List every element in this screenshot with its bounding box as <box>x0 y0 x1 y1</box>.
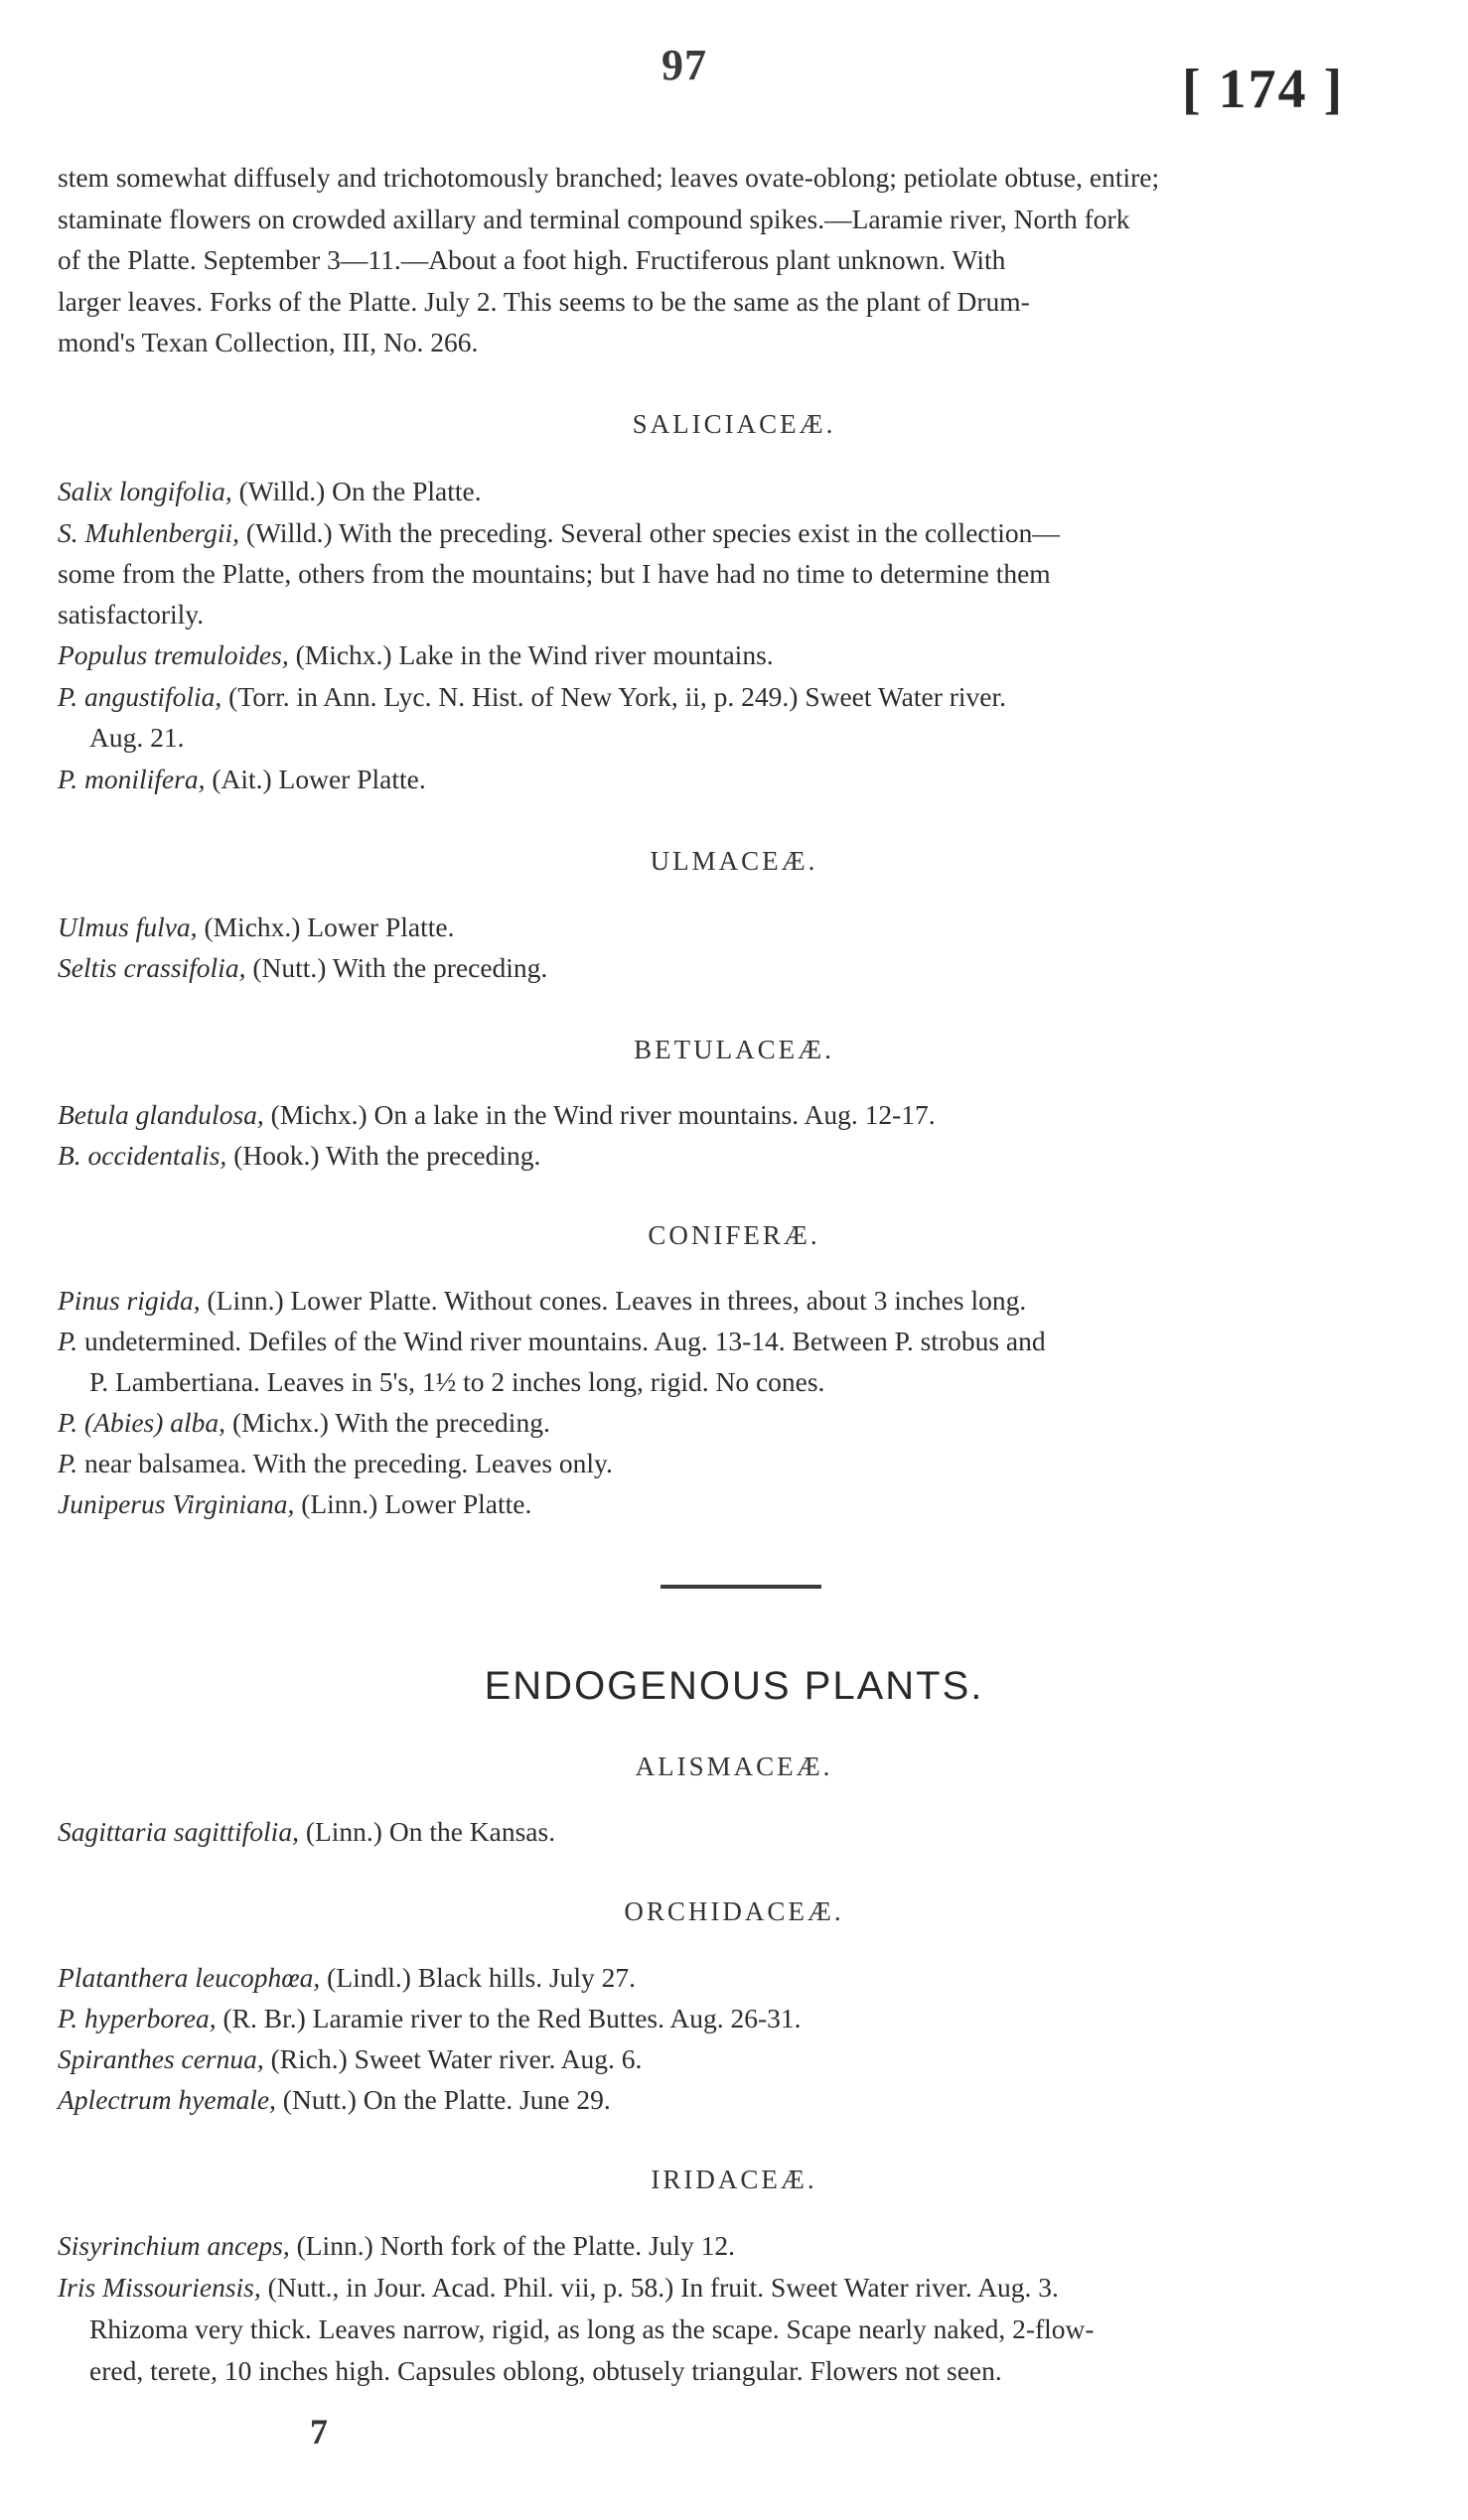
entry-line: Seltis crassifolia, (Nutt.) With the preceding. <box>58 952 548 983</box>
page-number: 97 <box>661 41 707 89</box>
entry-line: P. monilifera, (Ait.) Lower Platte. <box>58 764 426 794</box>
entry-line: Sisyrinchium anceps, (Linn.) North fork of the Platte. July 12. <box>58 2230 736 2261</box>
entry-line: Iris Missouriensis, (Nutt., in Jour. Acad. Phil. vii, p. 58.) In fruit. Sweet Water river. Aug. 3. <box>58 2272 1059 2303</box>
part-heading-endogenous: ENDOGENOUS PLANTS. <box>484 1664 984 1708</box>
entry-line: satisfactorily. <box>58 599 205 630</box>
entry-line: S. Muhlenbergii, (Willd.) With the preceding. Several other species exist in the collection— <box>58 517 1060 548</box>
text-line: mond's Texan Collection, III, No. 266. <box>58 327 479 357</box>
entry-line: P. hyperborea, (R. Br.) Laramie river to the Red Buttes. Aug. 26-31. <box>58 2003 802 2033</box>
entry-line: ered, terete, 10 inches high. Capsules oblong, obtusely triangular. Flowers not seen. <box>89 2355 1002 2386</box>
signature-mark: 7 <box>310 2412 328 2451</box>
entry-line: Ulmus fulva, (Michx.) Lower Platte. <box>58 911 455 942</box>
text-line: of the Platte. September 3—11.—About a foot high. Fructiferous plant unknown. With <box>58 244 1006 275</box>
text-line: larger leaves. Forks of the Platte. July 2. This seems to be the same as the plant of Drum- <box>58 286 1030 317</box>
entry-line: Platanthera leucophœa, (Lindl.) Black hills. July 27. <box>58 1962 637 1993</box>
entry-line: Aug. 21. <box>89 722 185 753</box>
entry-line: Sagittaria sagittifolia, (Linn.) On the Kansas. <box>58 1816 556 1847</box>
section-heading-betulaceae: BETULACEÆ. <box>634 1035 834 1064</box>
entry-line: Spiranthes cernua, (Rich.) Sweet Water river. Aug. 6. <box>58 2043 643 2074</box>
entry-line: P. angustifolia, (Torr. in Ann. Lyc. N. Hist. of New York, ii, p. 249.) Sweet Water river. <box>58 681 1007 712</box>
section-heading-alismaceae: ALISMACEÆ. <box>635 1751 833 1781</box>
entry-line: Salix longifolia, (Willd.) On the Platte. <box>58 476 482 506</box>
entry-line: Populus tremuloides, (Michx.) Lake in the Wind river mountains. <box>58 639 774 670</box>
entry-line: B. occidentalis, (Hook.) With the preceding. <box>58 1140 541 1171</box>
entry-line: Aplectrum hyemale, (Nutt.) On the Platte. June 29. <box>58 2084 611 2115</box>
text-line: staminate flowers on crowded axillary and terminal compound spikes.—Laramie river, North fork <box>58 204 1130 234</box>
entry-line: some from the Platte, others from the mountains; but I have had no time to determine them <box>58 558 1051 589</box>
entry-line: Pinus rigida, (Linn.) Lower Platte. Without cones. Leaves in threes, about 3 inches long. <box>58 1285 1027 1316</box>
bracket-page-number: [ 174 ] <box>1182 59 1345 120</box>
section-heading-iridaceae: IRIDACEÆ. <box>651 2165 817 2194</box>
entry-line: Rhizoma very thick. Leaves narrow, rigid, as long as the scape. Scape nearly naked, 2-flow- <box>89 2313 1095 2344</box>
section-heading-orchidaceae: ORCHIDACEÆ. <box>624 1896 844 1926</box>
entry-line: Betula glandulosa, (Michx.) On a lake in the Wind river mountains. Aug. 12-17. <box>58 1099 936 1130</box>
section-heading-coniferae: CONIFERÆ. <box>648 1220 820 1250</box>
entry-line: Juniperus Virginiana, (Linn.) Lower Platte. <box>58 1488 532 1519</box>
section-heading-salicaceae: SALICIACEÆ. <box>632 409 836 439</box>
entry-line: P. (Abies) alba, (Michx.) With the preceding. <box>58 1407 550 1438</box>
section-divider <box>661 1585 821 1589</box>
entry-line: P. near balsamea. With the preceding. Leaves only. <box>58 1448 613 1478</box>
entry-line: P. Lambertiana. Leaves in 5's, 1½ to 2 inches long, rigid. No cones. <box>89 1366 825 1397</box>
section-heading-ulmaceae: ULMACEÆ. <box>650 846 818 876</box>
text-line: stem somewhat diffusely and trichotomously branched; leaves ovate-oblong; petiolate obtuse, entire; <box>58 162 1160 193</box>
entry-line: P. undetermined. Defiles of the Wind river mountains. Aug. 13-14. Between P. strobus and <box>58 1326 1046 1356</box>
